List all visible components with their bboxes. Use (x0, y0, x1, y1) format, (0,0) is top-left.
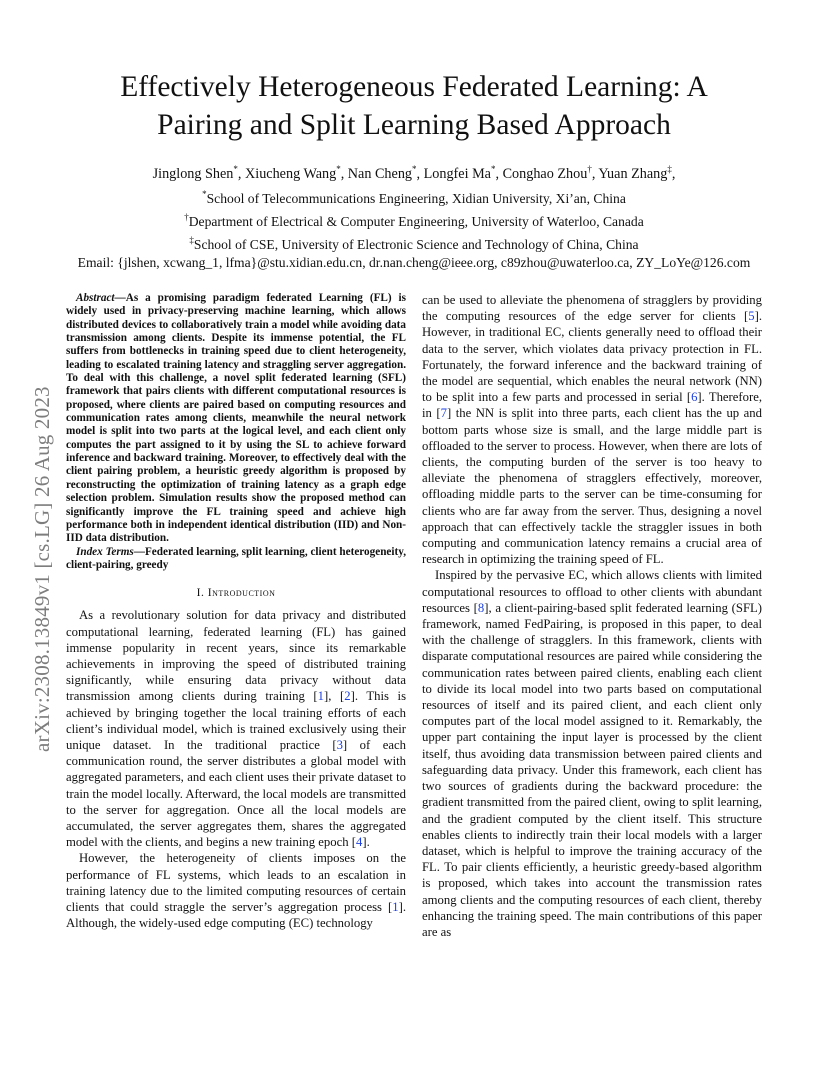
author-mark: * (233, 164, 238, 174)
section-heading (66, 585, 406, 601)
author-name: Longfei Ma (423, 166, 491, 182)
affiliation-2 (40, 208, 788, 231)
section-number: I. (196, 586, 205, 600)
right-column (422, 292, 762, 940)
author-mark: ‡ (667, 164, 672, 174)
author-names: Jinglong Shen*, Xiucheng Wang*, Nan Cheng*, Longfei Ma*, Conghao Zhou†, Yuan Zhang‡, (152, 164, 676, 182)
author-name: Jinglong Shen (152, 166, 234, 182)
text-run: Inspired by the pervasive EC, which allows clients with limited computational resources to offload to other clients with abundant resources (422, 568, 762, 615)
paragraph (422, 292, 762, 567)
text-run: . However, in traditional EC, clients generally need to offload their data to the server, which violates data privacy protection in FL. Fortunately, the forward inference and the backward training of the model are sequential, which enables the neural network (NN) to be split into a few parts and processed in serial (422, 309, 762, 405)
index-terms (66, 546, 406, 573)
arxiv-identifier: arXiv:2308.13849v1 [cs.LG] 26 Aug 2023 (30, 386, 54, 752)
text-run: . This is achieved by bringing together the local training efforts of each client’s individual model, which is trained exclusively using their unique dataset. In the traditional practice (66, 689, 407, 753)
affiliation-mark: ‡ (189, 235, 194, 245)
author-mark: * (336, 164, 341, 174)
citation-link[interactable]: [ 6 ] (687, 390, 702, 404)
author-block (40, 160, 788, 272)
text-run: the NN is split into three parts, each client has the up and bottom parts whose size is small, and the large middle part is offloaded to the server to process. However, when there are lots of clients, the computing burden of the server is too heavy to alleviate the phenomena of stragglers effectively, moreover, offloading middle parts to the server can be time-consuming for clients who are far away from the server. Thus, designing a novel approach that can effectively tackle the straggler issues in both computing and communication latency remains a crucial area of research in optimizing the training speed of FL. (422, 406, 762, 567)
left-column (66, 292, 406, 931)
text-run: . Therefore, in (422, 390, 762, 421)
affiliation-3 (40, 231, 788, 254)
citation-link[interactable]: [ 5 ] (744, 309, 759, 323)
title-line-2: Pairing and Split Learning Based Approach (157, 109, 671, 141)
affiliation-text: School of CSE, University of Electronic Science and Technology of China, China (193, 237, 639, 252)
citation-link[interactable]: [ 7 ] (436, 406, 451, 420)
affiliation-mark: * (202, 189, 207, 199)
citation-link[interactable]: [ 1 ] (313, 689, 328, 703)
text-run: As a revolutionary solution for data privacy and distributed computational learning, federated learning (FL) has gained immense popularity in recent years, since its remarkable achievements in improving the speed of distributed training significantly, while ensuring data privacy without data transmission among clients during training (66, 608, 406, 704)
affiliation-text: Department of Electrical & Computer Engineering, University of Waterloo, Canada (188, 214, 644, 229)
email-line: Email: {jlshen, xcwang_1, lfma}@stu.xidian.edu.cn, dr.nan.cheng@ieee.org, c89zhou@uwaterloo.ca, ZY_LoYe@126.com (77, 255, 751, 270)
citation-link[interactable]: [ 4 ] (352, 835, 367, 849)
text-run: , a client-pairing-based split federated learning (SFL) framework, named FedPairing, is proposed in this paper, to deal with the challenge of stragglers. In this framework, clients with disparate computational resources are paired while considering the communication rates between paired clients, enabling each client to divide its local model into two parts based on computational resources of itself and its paired client, and each client only computes part of the local model assigned to it. Remarkably, the upper part containing the input layer is processed by the client itself, thus avoiding data transmission between paired clients and safeguarding data privacy. Under this framework, each client has two sources of gradients during the backward procedure: the gradient transmitted from the paired client, owing to split learning, and the gradient computed by the client itself. This structure enables clients to indirectly train their local models with a larger dataset, which is helpful to improve the training accuracy of the FL. To pair clients efficiently, a heuristic greedy-based algorithm is proposed, which takes into account the transmission rates among clients and the computing resources of each client, thereby enhancing the training speed. The main contributions of this paper are as (422, 600, 762, 939)
abstract-text: —As a promising paradigm federated Learning (FL) is widely used in privacy-preserving machine learning, which allows distributed devices to collaboratively train a model while avoiding data transmission among clients. Despite its immense potential, the FL suffers from bottlenecks in training speed due to client heterogeneity, leading to escalated training latency and straggling server aggregation. To deal with this challenge, a novel split federated learning (SFL) framework that pairs clients with different computational resources is proposed, where clients are paired based on computing resources and communication rates among clients, meanwhile the neural network model is split into two parts at the logical level, and each client only computes the part assigned to it by using the SL to achieve forward inference and backward training. Moreover, to effectively deal with the client pairing problem, a heuristic greedy algorithm is proposed by reconstructing the optimization of training latency as a graph edge selection problem. Simulation results show the proposed method can significantly improve the FL training speed and achieve high performance both in independent identical distribution (IID) and Non-IID data distribution. (66, 292, 406, 545)
author-mark: * (412, 164, 417, 174)
citation-link[interactable]: [ 3 ] (332, 738, 347, 752)
author-name: Nan Cheng (347, 166, 413, 182)
citation-link[interactable]: [ 1 ] (388, 900, 403, 914)
text-run: . Although, the widely-used edge computing (EC) technology (66, 900, 406, 931)
text-run: , (328, 689, 341, 704)
paragraph (66, 607, 406, 850)
index-terms-text: —Federated learning, split learning, client heterogeneity, client-pairing, greedy (66, 545, 406, 571)
affiliation-text: School of Telecommunications Engineering, Xidian University, Xi’an, China (206, 191, 626, 206)
title-line-1: Effectively Heterogeneous Federated Learning: A (120, 71, 708, 103)
author-name: Conghao Zhou (502, 166, 588, 182)
text-run: of each communication round, the server distributes a global model with aggregated parameters, and each client uses their private dataset to train the model locally. Afterward, the local models are transmitted to the server for aggregation. Once all the local models are accumulated, the server aggregates them, shares the aggregated model with the clients, and begins a new training epoch (66, 738, 406, 850)
text-run: can be used to alleviate the phenomena of stragglers by providing the computing resources of the edge server for clients (422, 293, 762, 324)
author-name: Yuan Zhang (598, 166, 668, 182)
paragraph (422, 567, 762, 940)
index-terms-label: Index Terms (76, 545, 134, 558)
abstract-label: Abstract (76, 292, 115, 304)
author-mark: † (587, 164, 592, 174)
author-name: Xiucheng Wang (245, 166, 337, 182)
paper-title (60, 68, 768, 144)
text-run: However, the heterogeneity of clients imposes on the performance of FL systems, which leads to an escalation in training latency due to the limited computing resources of certain clients that could straggle the server’s aggregation process (66, 851, 406, 915)
citation-link[interactable]: [ 2 ] (340, 689, 355, 703)
section-title: Introduction (207, 586, 276, 600)
affiliation-1 (40, 185, 788, 208)
author-mark: * (490, 164, 496, 174)
citation-link[interactable]: [ 8 ] (474, 601, 489, 615)
text-run: . (366, 835, 370, 850)
abstract (66, 292, 406, 546)
affiliation-mark: † (184, 212, 189, 222)
paragraph (66, 850, 406, 931)
